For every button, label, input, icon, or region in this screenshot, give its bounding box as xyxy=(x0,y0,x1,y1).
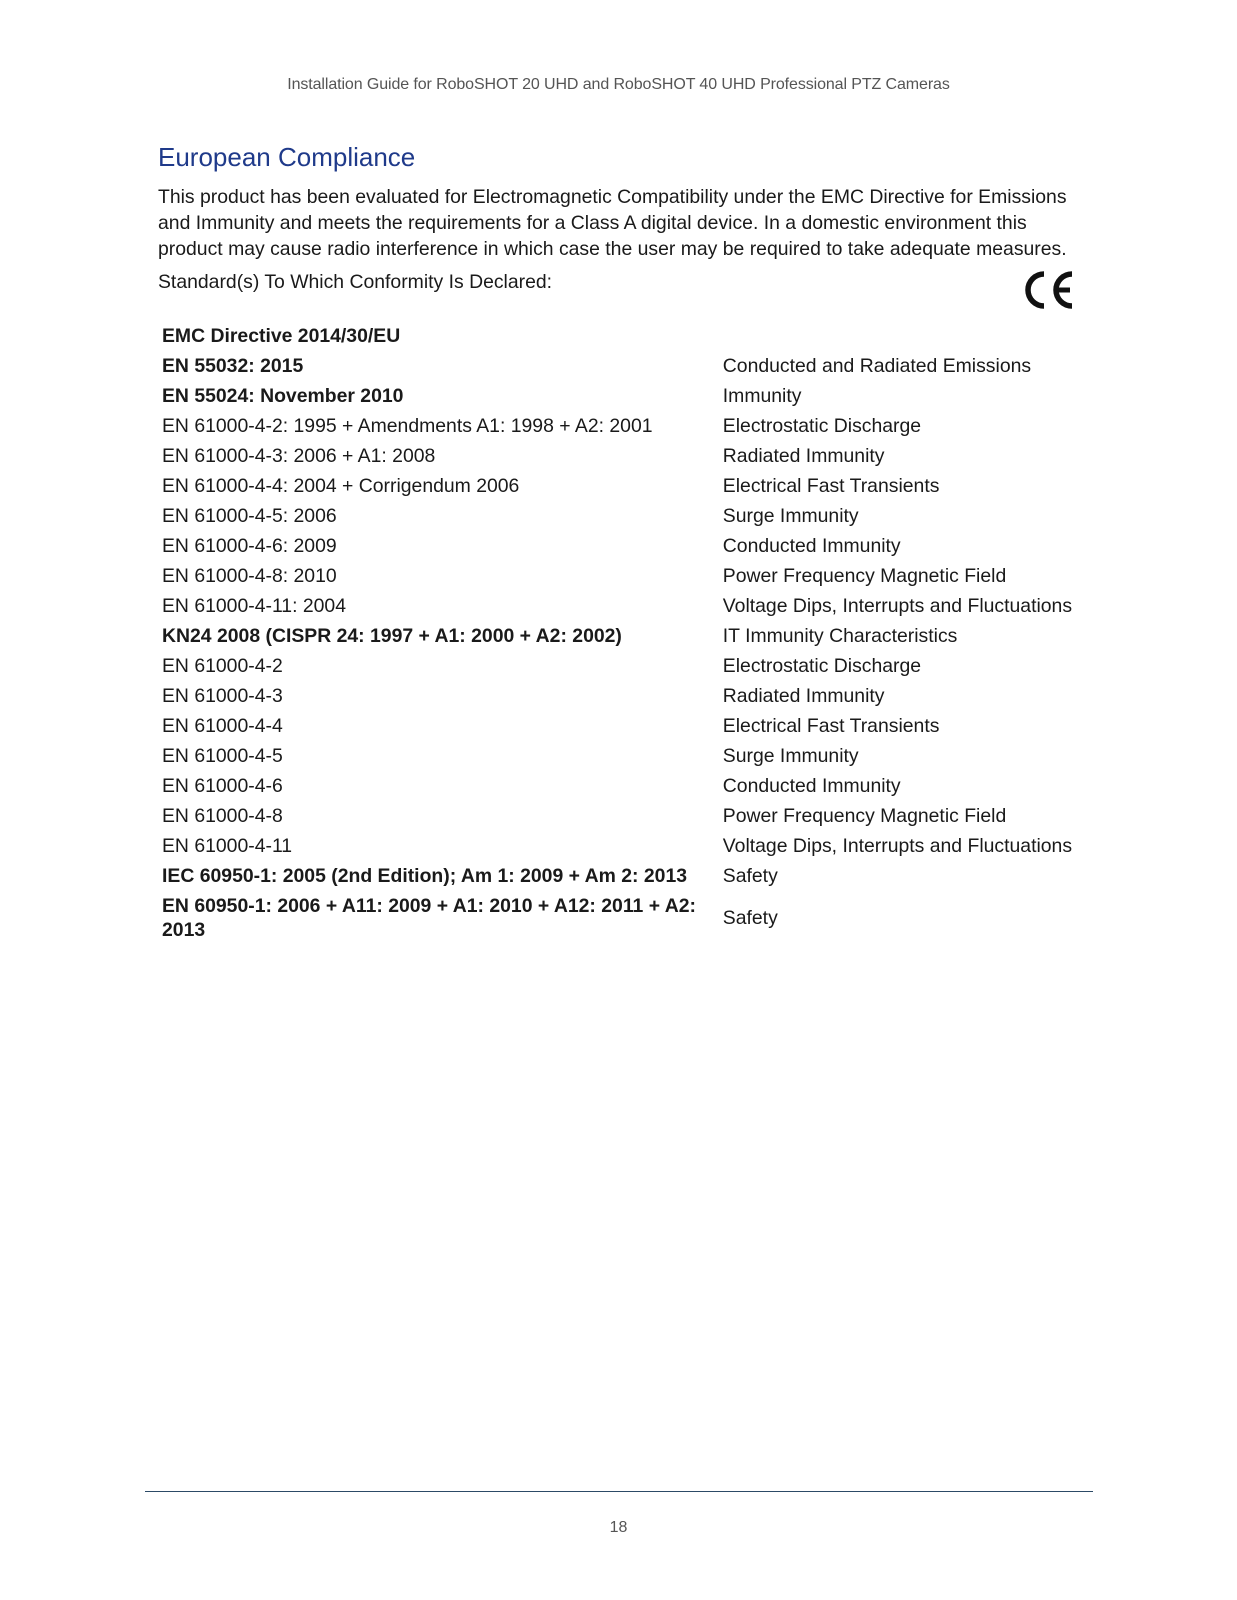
standard-description: Radiated Immunity xyxy=(722,685,885,707)
standards-row xyxy=(158,891,1088,945)
standards-table xyxy=(158,321,1088,945)
standard-description: Electrical Fast Transients xyxy=(722,475,940,497)
standard-name: EN 61000-4-2 xyxy=(162,655,283,677)
intro-paragraph: This product has been evaluated for Electromagnetic Compatibility under the EMC Directive for Emissions and Immunity and meets the requirements for a Class A digital device. In a domestic environment this product may cause radio interference in which case the user may be required to take adequate measures. xyxy=(158,186,1067,260)
standard-name: EN 61000-4-5: 2006 xyxy=(162,505,337,527)
standard-description: Surge Immunity xyxy=(722,745,859,767)
standards-row xyxy=(158,441,1088,471)
standard-name: EN 61000-4-11: 2004 xyxy=(162,595,346,617)
standard-name: EN 55032: 2015 xyxy=(162,355,304,377)
standard-name: EN 61000-4-8 xyxy=(162,805,283,827)
standards-row xyxy=(158,381,1088,411)
standards-row xyxy=(158,561,1088,591)
standard-name: EN 61000-4-2: 1995 + Amendments A1: 1998 + A2: 2001 xyxy=(162,415,653,437)
standard-name: EN 61000-4-6 xyxy=(162,775,283,797)
standards-row xyxy=(158,501,1088,531)
standard-description: Radiated Immunity xyxy=(722,445,885,467)
section-title: European Compliance xyxy=(158,142,416,172)
standards-row xyxy=(158,771,1088,801)
standard-name: IEC 60950-1: 2005 (2nd Edition); Am 1: 2009 + Am 2: 2013 xyxy=(162,865,688,887)
standard-description: Power Frequency Magnetic Field xyxy=(722,565,1007,587)
standard-description: Conducted Immunity xyxy=(722,535,901,557)
standards-row xyxy=(158,831,1088,861)
standard-description: Safety xyxy=(722,865,778,887)
standards-row xyxy=(158,711,1088,741)
standard-description: Voltage Dips, Interrupts and Fluctuations xyxy=(722,595,1073,617)
standard-description xyxy=(719,321,1088,351)
page-number: 18 xyxy=(609,1519,628,1536)
standards-table-body xyxy=(158,321,1088,945)
standard-description: IT Immunity Characteristics xyxy=(722,625,958,647)
standard-description: Electrostatic Discharge xyxy=(722,415,922,437)
standard-name: EN 61000-4-3: 2006 + A1: 2008 xyxy=(162,445,436,467)
standard-description: Electrical Fast Transients xyxy=(722,715,940,737)
standard-name: KN24 2008 (CISPR 24: 1997 + A1: 2000 + A2: 2002) xyxy=(162,625,622,647)
standards-row xyxy=(158,321,1088,351)
standard-name: EN 61000-4-3 xyxy=(162,685,283,707)
standard-description: Conducted Immunity xyxy=(722,775,901,797)
standard-name: EN 55024: November 2010 xyxy=(162,385,404,407)
ce-mark-icon xyxy=(1022,268,1078,312)
standards-row xyxy=(158,621,1088,651)
standards-row xyxy=(158,741,1088,771)
standard-description: Voltage Dips, Interrupts and Fluctuations xyxy=(722,835,1073,857)
standards-row xyxy=(158,351,1088,381)
running-header: Installation Guide for RoboSHOT 20 UHD and RoboSHOT 40 UHD Professional PTZ Cameras xyxy=(287,76,950,93)
standard-name: EN 61000-4-4 xyxy=(162,715,283,737)
standards-row xyxy=(158,531,1088,561)
standard-description: Immunity xyxy=(722,385,802,407)
standard-name: EN 61000-4-8: 2010 xyxy=(162,565,337,587)
standard-name: EN 61000-4-5 xyxy=(162,745,283,767)
standards-row xyxy=(158,801,1088,831)
standard-description: Safety xyxy=(722,907,778,929)
standards-row xyxy=(158,471,1088,501)
standards-row xyxy=(158,681,1088,711)
standard-description: Electrostatic Discharge xyxy=(722,655,922,677)
footer-rule xyxy=(145,1491,1093,1492)
standard-name: EN 61000-4-4: 2004 + Corrigendum 2006 xyxy=(162,475,520,497)
standard-description: Power Frequency Magnetic Field xyxy=(722,805,1007,827)
standard-name: EN 61000-4-6: 2009 xyxy=(162,535,337,557)
standards-row xyxy=(158,861,1088,891)
standards-row xyxy=(158,591,1088,621)
standard-description: Conducted and Radiated Emissions xyxy=(722,355,1032,377)
standards-row xyxy=(158,411,1088,441)
standards-row xyxy=(158,651,1088,681)
standard-name: EN 60950-1: 2006 + A11: 2009 + A1: 2010 + A12: 2011 + A2: 2013 xyxy=(162,895,696,941)
standard-description: Surge Immunity xyxy=(722,505,859,527)
conformity-label: Standard(s) To Which Conformity Is Declared: xyxy=(158,271,553,293)
standard-name: EN 61000-4-11 xyxy=(162,835,293,857)
standard-name: EMC Directive 2014/30/EU xyxy=(162,325,401,347)
